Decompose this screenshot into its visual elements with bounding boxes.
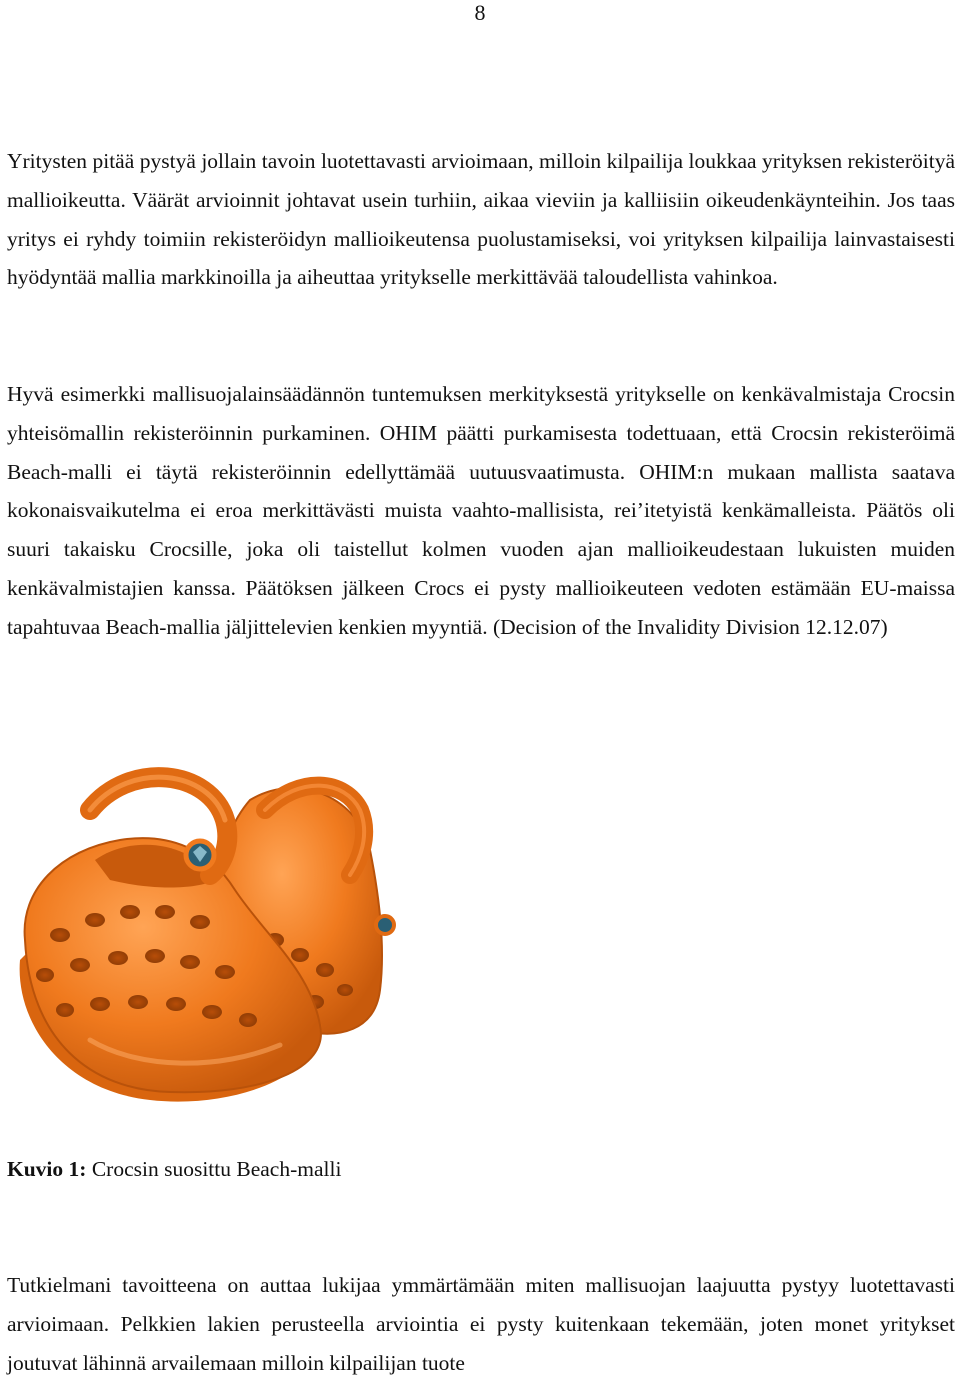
paragraph-thesis-goal: Tutkielmani tavoitteena on auttaa lukijaa ymmärtämään miten mallisuojan laajuutta pystyy luotettavasti arvioimaan. Pelkkien lakien perusteella arviointia ei pysty kuitenkaan tekemään, joten monet yritykset joutuvat lähinnä arvailemaan milloin kilpailijan tuote [7, 1273, 955, 1375]
caption-text: Crocsin suosittu Beach-malli [86, 1157, 342, 1181]
crocs-shoes-figure [0, 740, 400, 1118]
paragraph-intro: Yritysten pitää pystyä jollain tavoin luotettavasti arvioimaan, milloin kilpailija loukkaa yrityksen rekisteröityä mallioikeutta. Väärät arvioinnit johtavat usein turhiin, aikaa vieviin ja kalliisiin oikeudenkäynteihin. Jos taas yritys ei ryhdy toimiin rekisteröidyn mallioikeutensa puolustamiseksi, voi yrityksen kilpailija lainvastaisesti hyödyntää mallia markkinoilla ja aiheuttaa yritykselle merkittävää taloudellista vahinkoa. [7, 149, 955, 290]
page-number: 8 [474, 0, 486, 25]
paragraph-crocs-example: Hyvä esimerkki mallisuojalainsäädännön tuntemuksen merkityksestä yritykselle on kenkävalmistaja Crocsin yhteisömallin rekisteröinnin purkaminen. OHIM päätti purkamisesta todettuaan, että Crocsin rekisteröimä Beach-malli ei täytä rekisteröinnin edellyttämää uutuusvaatimusta. OHIM:n mukaan mallista saatava kokonaisvaikutelma ei eroa merkittävästi muista vaahto-mallisista, rei’itetyistä kenkämalleista. Päätös oli suuri takaisku Crocsille, joka oli taistellut kolmen vuoden ajan mallioikeudestaan lukuisten muiden kenkävalmistajien kanssa. Päätöksen jälkeen Crocs ei pysty mallioikeuteen vedoten estämään EU-maissa tapahtuvaa Beach-mallia jäljittelevien kenkien myyntiä. (Decision of the Invalidity Division 12.12.07) [7, 382, 955, 639]
figure-caption [7, 1150, 341, 1188]
caption-label: Kuvio 1: [7, 1157, 87, 1181]
crocs-shoes-image [0, 740, 400, 1118]
